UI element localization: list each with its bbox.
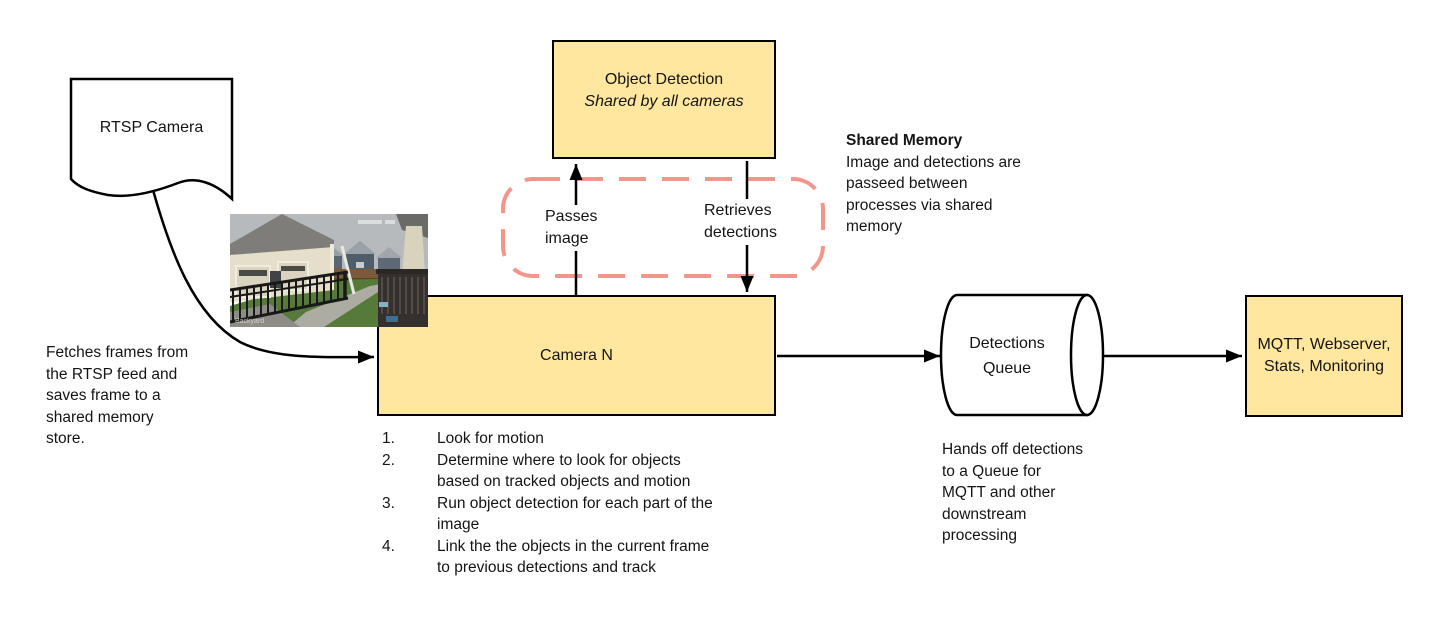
step-item xyxy=(382,428,762,450)
fetch-note xyxy=(46,342,188,450)
step-item xyxy=(382,493,762,536)
step-line: to previous detections and track xyxy=(437,559,656,576)
detections-queue-line: Queue xyxy=(982,360,1032,377)
fetch-note-line: the RTSP feed and xyxy=(46,365,178,383)
detections-queue-label xyxy=(942,331,1072,381)
queue-note xyxy=(942,439,1083,547)
detections-queue-line: Detections xyxy=(969,335,1045,352)
shared-memory-note-line: processes via shared xyxy=(846,196,993,214)
fetch-note-line: store. xyxy=(46,430,85,447)
step-line: Determine where to look for objects xyxy=(437,451,681,469)
step-number: 2. xyxy=(382,451,395,469)
step-line: image xyxy=(437,516,480,533)
queue-note-line: Hands off detections xyxy=(942,441,1084,458)
passes-image-label xyxy=(540,205,602,251)
shared-memory-note-line: passeed between xyxy=(846,175,968,192)
step-number: 1. xyxy=(382,430,395,447)
timestamp-overlay xyxy=(358,220,395,224)
shared-memory-note xyxy=(846,130,1021,238)
camera-snapshot-image xyxy=(230,214,428,327)
step-item xyxy=(382,450,762,493)
camera-n-label: Camera N xyxy=(540,346,613,364)
retrieves-detections-label xyxy=(699,199,782,245)
outputs-line: MQTT, Webserver, xyxy=(1257,336,1391,353)
object-detection-node xyxy=(552,40,776,159)
camera-n-node xyxy=(377,295,776,416)
step-line: Look for motion xyxy=(437,430,544,447)
shared-memory-note-line: memory xyxy=(846,218,902,235)
queue-note-line: downstream xyxy=(942,505,1027,523)
backyard-scene xyxy=(230,214,428,327)
camera-steps xyxy=(382,428,762,579)
outputs-node xyxy=(1245,295,1403,417)
queue-note-line: processing xyxy=(942,527,1017,544)
object-detection-title: Object Detection xyxy=(604,70,724,88)
rtsp-camera-label: RTSP Camera xyxy=(99,119,204,136)
queue-note-line: MQTT and other xyxy=(942,484,1056,501)
step-item xyxy=(382,536,762,579)
step-number: 3. xyxy=(382,494,395,512)
passes-image-line: Passes xyxy=(545,208,598,225)
camera-name-overlay: Backyard xyxy=(235,318,265,325)
outputs-line: Stats, Monitoring xyxy=(1263,358,1385,375)
passes-image-line: image xyxy=(545,230,589,247)
shared-memory-note-line: Image and detections are xyxy=(846,153,1021,171)
step-line: Link the the objects in the current frame xyxy=(437,537,710,555)
fetch-note-line: shared memory xyxy=(46,408,154,426)
fetch-note-line: Fetches frames from xyxy=(46,344,189,361)
fetch-note-line: saves frame to a xyxy=(46,387,161,404)
queue-note-line: to a Queue for xyxy=(942,462,1042,480)
step-line: based on tracked objects and motion xyxy=(437,473,691,490)
object-detection-subtitle: Shared by all cameras xyxy=(584,92,744,110)
shared-memory-note-title: Shared Memory xyxy=(846,132,963,149)
step-line: Run object detection for each part of the xyxy=(437,494,713,512)
retrieves-detections-line: detections xyxy=(704,224,777,241)
step-number: 4. xyxy=(382,537,395,555)
rtsp-document-shape xyxy=(71,79,232,199)
retrieves-detections-line: Retrieves xyxy=(704,202,772,219)
